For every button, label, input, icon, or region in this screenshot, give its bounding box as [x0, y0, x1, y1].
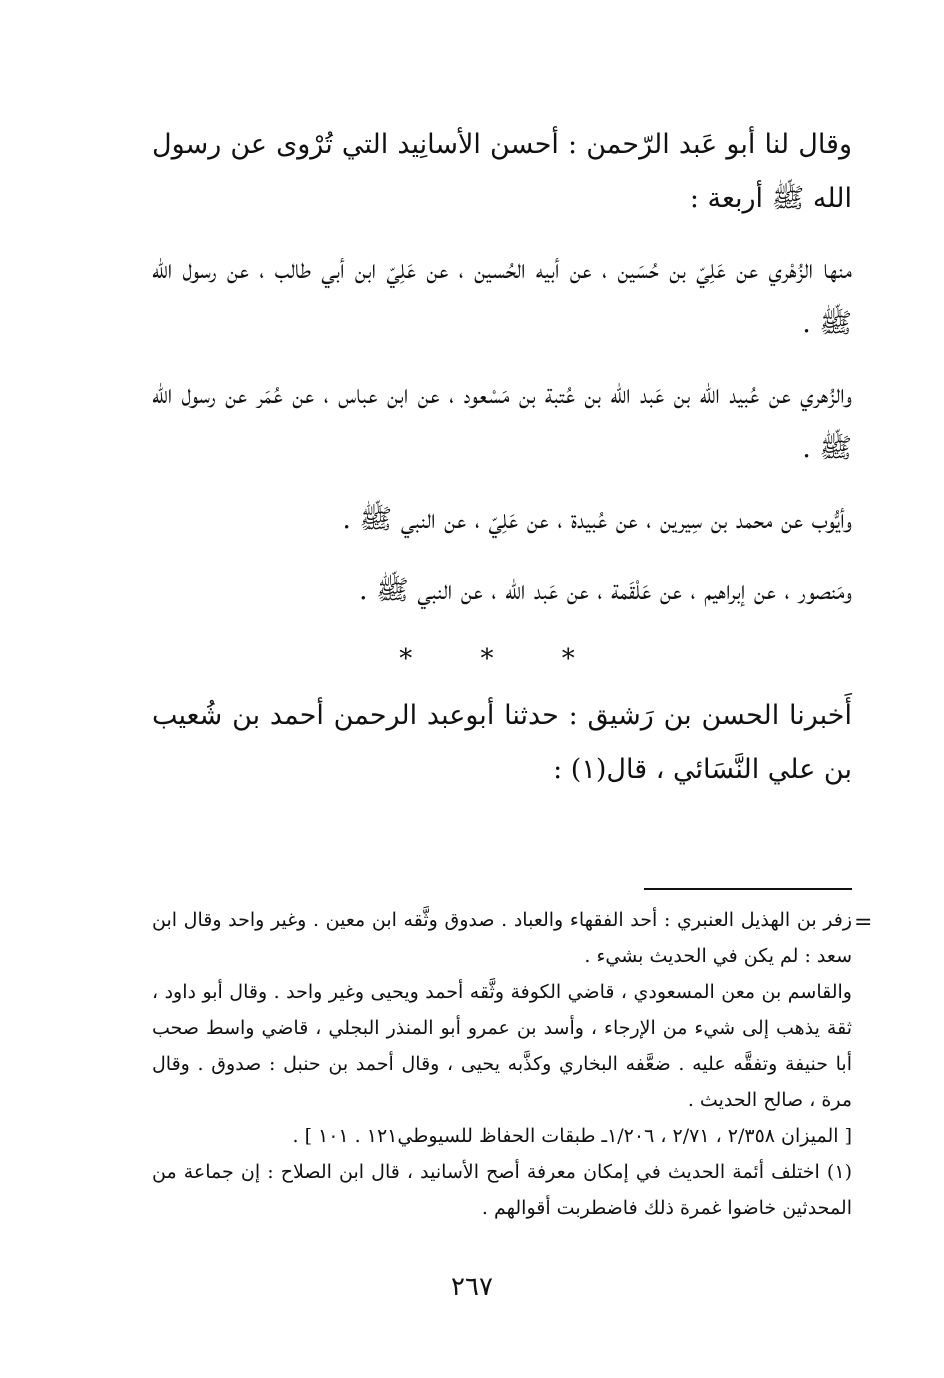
section-separator: * * *	[399, 644, 605, 674]
paragraph-chain-3: وأيُّوب عن محمد بن سِيرين ، عن عُبيدة ، عن عَلِيّ ، عن النبي ﷺ .	[342, 504, 852, 535]
paragraph-closing: أَخبرنا الحسن بن رَشيق : حدثنا أبوعبد الرحمن أحمد بن شُعيب بن علي النَّسَائي ، قال(١) :	[152, 700, 852, 785]
paragraph-chain-2: والزُهري عن عُبيد الله بن عَبد الله بن عُتبة بن مَسْعود ، عن ابن عباس ، عن عُمَر عن رسول الله ﷺ .	[152, 379, 852, 464]
footnote-continuation-mark: =	[854, 910, 873, 935]
page-number: ٢٦٧	[451, 1272, 493, 1302]
footnote-1: (١) اختلف أئمة الحديث في إمكان معرفة أصح الأسانيد ، قال ابن الصلاح : إن جماعة من المحدثين خاضوا غمرة ذلك فاضطربت أقوالهم .	[152, 1161, 852, 1219]
paragraph-chain-1: منها الزُهْري عن عَلِيّ بن حُسَين ، عن أبيه الحُسين ، عن عَلِيّ ابن أبي طالب ، عن رسول الله ﷺ .	[152, 254, 852, 339]
footnote-line: والقاسم بن معن المسعودي ، قاضي الكوفة وثَّقه أحمد ويحيى وغير واحد . وقال أبو داود ، ثقة يذهب إلى شيء من الإرجاء ، وأسد بن عمرو أبو المنذر البجلي ، قاضي واسط صحب أبا حنيفة وتفقَّه عليه . ضعَّفه البخاري وكذَّبه يحيى ، وقال أحمد بن حنبل : صدوق . وقال مرة ، صالح الحديث .	[152, 981, 852, 1111]
footnotes-block	[152, 902, 852, 1226]
footnote-divider	[644, 888, 852, 890]
paragraph-intro: وقال لنا أبو عَبد الرّحمن : أحسن الأسانِيد التي تُرْوى عن رسول الله ﷺ أربعة :	[152, 129, 852, 214]
footnote-line: زفر بن الهذيل العنبري : أحد الفقهاء والعباد . صدوق وثَّقه ابن معين . وغير واحد وقال ابن سعد : لم يكن في الحديث بشيء .	[152, 909, 852, 967]
main-text	[152, 118, 852, 814]
footnote-reference: [ الميزان ٢/٣٥٨ ، ٢/٧١ ، ١/٢٠٦ـ طبقات الحفاظ للسيوطي١٢١ . ١٠١ ] .	[292, 1125, 852, 1147]
paragraph-chain-4: ومَنصور ، عن إبراهيم ، عن عَلْقَمة ، عن عَبد الله ، عن النبي ﷺ .	[358, 575, 852, 606]
